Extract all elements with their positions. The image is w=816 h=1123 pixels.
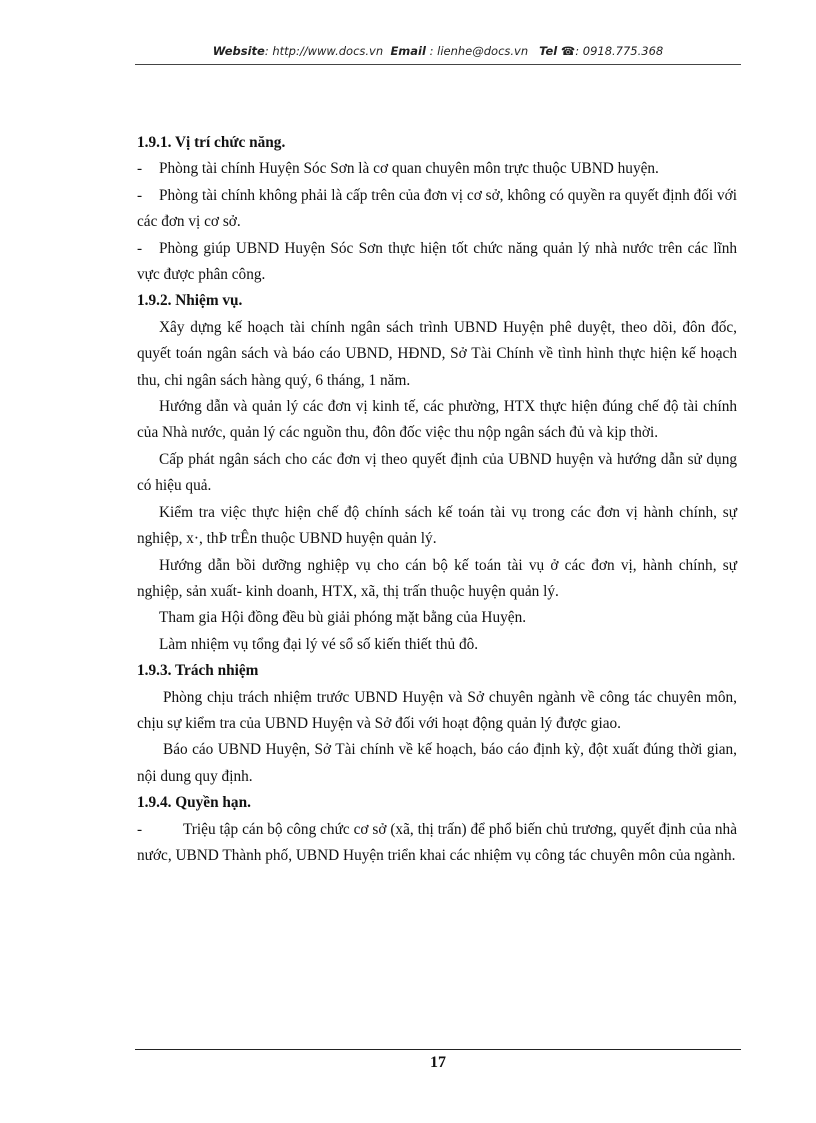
section-heading-1-9-2: 1.9.2. Nhiệm vụ. bbox=[137, 292, 243, 310]
paragraph: Cấp phát ngân sách cho các đơn vị theo quyết định của UBND huyện và hướng dẫn sử dụng có hiệu quả. bbox=[137, 450, 737, 495]
page-header bbox=[135, 44, 741, 58]
list-item: - Phòng tài chính Huyện Sóc Sơn là cơ quan chuyên môn trực thuộc UBND huyện. bbox=[137, 156, 737, 182]
dash-bullet: - bbox=[137, 160, 143, 178]
paragraph: Kiểm tra việc thực hiện chế độ chính sách kế toán tài vụ trong các đơn vị hành chính, sự nghiệp, x·, thÞ trÊn thuộc UBND huyện quản lý. bbox=[137, 503, 737, 548]
footer-divider bbox=[135, 1049, 741, 1050]
dash-bullet: - bbox=[137, 820, 143, 838]
paragraph: Hướng dẫn bồi dưỡng nghiệp vụ cho cán bộ kế toán tài vụ ở các đơn vị, hành chính, sự nghiệp, sản xuất- kinh doanh, HTX, xã, thị trấn thuộc huyện quản lý. bbox=[137, 556, 737, 600]
list-item: - Triệu tập cán bộ công chức cơ sở (xã, thị trấn) để phổ biến chủ trương, quyết định của nhà nước, UBND Thành phố, UBND Huyện triển khai các nhiệm vụ công tác chuyên môn của ngành. bbox=[137, 817, 737, 870]
list-item: - Phòng tài chính không phải là cấp trên của đơn vị cơ sở, không có quyền ra quyết định đối với các đơn vị cơ sở. bbox=[137, 183, 737, 236]
section-heading-1-9-3: 1.9.3. Trách nhiệm bbox=[137, 662, 259, 680]
paragraph: Làm nhiệm vụ tổng đại lý vé sổ số kiến thiết thủ đô. bbox=[159, 635, 479, 653]
email-label: Email bbox=[390, 44, 426, 58]
paragraph: Tham gia Hội đồng đều bù giải phóng mặt bằng của Huyện. bbox=[159, 609, 527, 627]
dash-bullet: - bbox=[137, 239, 143, 257]
website-value[interactable]: : http://www.docs.vn bbox=[264, 44, 384, 58]
paragraph: Báo cáo UBND Huyện, Sở Tài chính về kế hoạch, báo cáo định kỳ, đột xuất đúng thời gian, nội dung quy định. bbox=[137, 741, 737, 785]
page-number: 17 bbox=[430, 1054, 446, 1071]
phone-icon: ☎ bbox=[560, 44, 576, 58]
paragraph: Xây dựng kế hoạch tài chính ngân sách trình UBND Huyện phê duyệt, theo dõi, đôn đốc, quyết toán ngân sách và báo cáo UBND, HĐND, Sở Tài Chính về tình hình thực hiện kế hoạch thu, chi ngân sách hàng quý, 6 tháng, 1 năm. bbox=[137, 318, 737, 389]
paragraph: Phòng chịu trách nhiệm trước UBND Huyện và Sở chuyên ngành về công tác chuyên môn, chịu sự kiểm tra của UBND Huyện và Sở đối với hoạt động quản lý được giao. bbox=[137, 688, 737, 732]
header-divider bbox=[135, 64, 741, 65]
website-label: Website bbox=[212, 44, 265, 58]
tel-value: : 0918.775.368 bbox=[575, 44, 664, 58]
dash-bullet: - bbox=[137, 186, 143, 204]
tel-label: Tel bbox=[539, 44, 558, 58]
email-value[interactable]: : lienhe@docs.vn bbox=[429, 44, 529, 58]
list-item: - Phòng giúp UBND Huyện Sóc Sơn thực hiện tốt chức năng quản lý nhà nước trên các lĩnh vực được phân công. bbox=[137, 236, 737, 289]
section-heading-1-9-1: 1.9.1. Vị trí chức năng. bbox=[137, 134, 286, 151]
document-body bbox=[137, 130, 737, 869]
paragraph: Hướng dẫn và quản lý các đơn vị kinh tế, các phường, HTX thực hiện đúng chế độ tài chính của Nhà nước, quản lý các nguồn thu, đôn đốc việc thu nộp ngân sách đủ và kịp thời. bbox=[137, 398, 737, 442]
section-heading-1-9-4: 1.9.4. Quyền hạn. bbox=[137, 794, 251, 812]
